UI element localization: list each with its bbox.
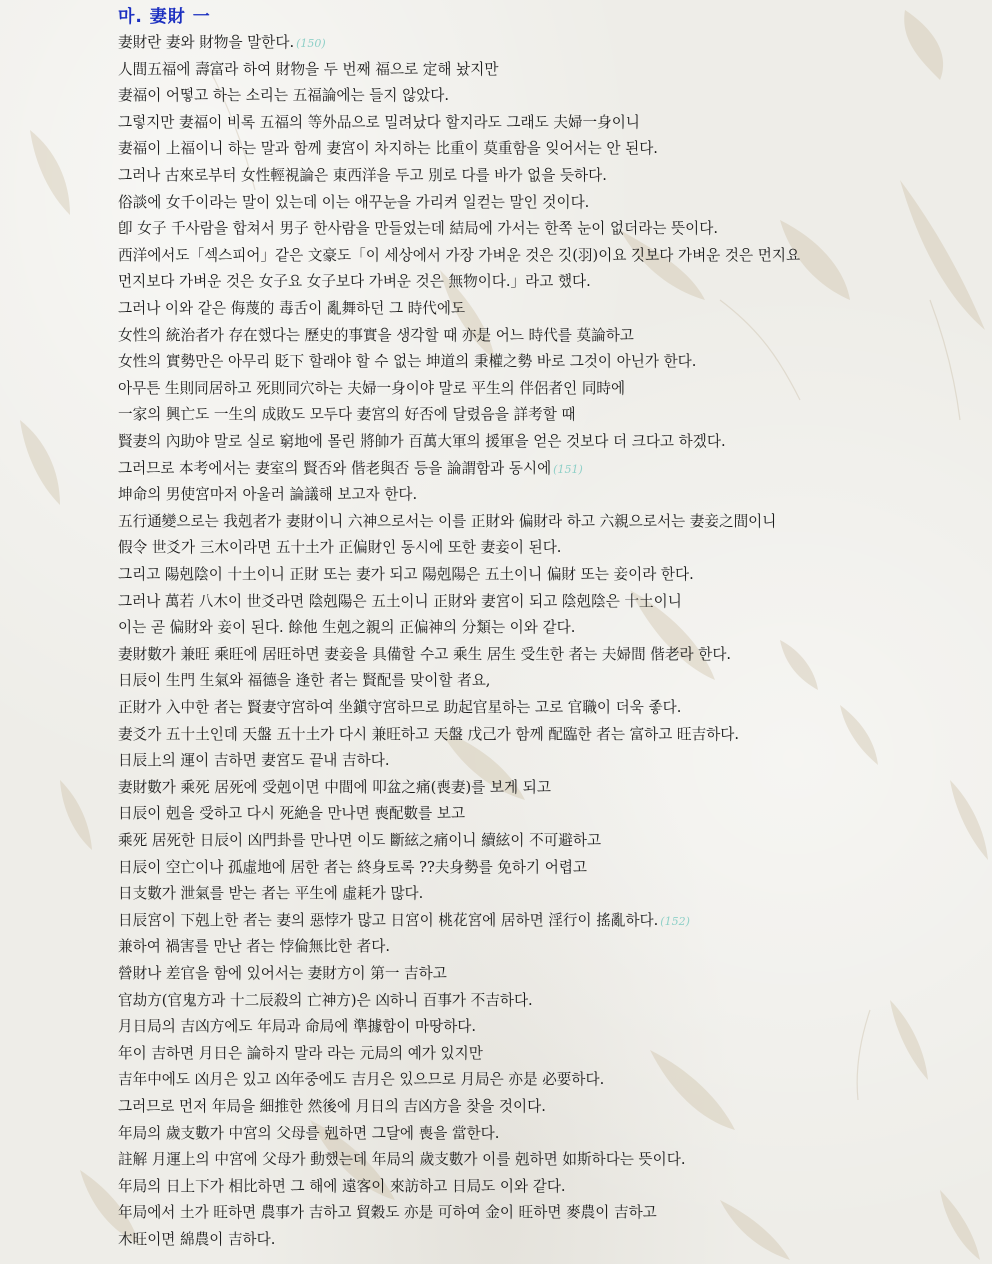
line-text: 그렇지만 妻福이 비록 五福의 等外品으로 밀려났다 할지라도 그래도 夫婦一身이니: [118, 113, 640, 131]
line-text: 妻福이 上福이니 하는 말과 함께 妻宮이 차지하는 比重이 莫重함을 잊어서는 안 된다.: [118, 140, 658, 158]
line-text: 그러나 이와 같은 侮蔑的 毒舌이 亂舞하던 그 時代에도: [118, 300, 466, 317]
text-line: [118, 136, 658, 163]
text-line: [118, 323, 634, 350]
line-text: 乘死 居死한 日辰이 凶門卦를 만나면 이도 斷絃之痛이니 續絃이 不可避하고: [118, 832, 602, 849]
text-line: [118, 269, 591, 296]
line-text: 卽 女子 千사람을 합쳐서 男子 한사람을 만들었는데 結局에 가서는 한쪽 눈이 없더라는 뜻이다.: [118, 220, 718, 238]
text-line: [118, 562, 694, 589]
line-text: 妻財數가 乘死 居死에 受剋이면 中間에 叩盆之痛(喪妻)를 보게 되고: [118, 778, 551, 796]
text-line: [118, 828, 601, 855]
line-text: 兼하여 禍害를 만난 者는 悖倫無比한 者다.: [118, 938, 390, 956]
line-text: 妻財란 妻와 財物을 말한다.: [118, 34, 295, 51]
text-line: [118, 1121, 499, 1148]
text-line: [118, 695, 681, 722]
text-line: [118, 57, 498, 84]
line-text: 먼지보다 가벼운 것은 女子요 女子보다 가벼운 것은 無物이다.」라고 했다.: [118, 273, 591, 291]
line-text: 註解 月運上의 中宮에 父母가 動했는데 年局의 歲支數가 이를 剋하면 如斯하다는 뜻이다.: [118, 1151, 686, 1169]
text-line: [118, 642, 731, 669]
text-line: [118, 83, 449, 110]
line-text: 그러므로 本考에서는 妻室의 賢否와 偕老與否 등을 論謂함과 동시에: [118, 459, 552, 477]
text-line: [118, 615, 575, 642]
text-line: [118, 1227, 275, 1254]
text-line: [118, 110, 640, 137]
line-text: 木旺이면 綿農이 吉하다.: [118, 1231, 276, 1248]
line-text: 假令 世爻가 三木이라면 五十土가 正偏財인 동시에 또한 妻妾이 된다.: [118, 539, 562, 557]
text-line: [118, 30, 326, 57]
text-line: [118, 1094, 546, 1121]
line-text: 그러나 萬若 八木이 世爻라면 陰剋陽은 五土이니 正財와 妻宮이 되고 陰剋陰은 十土이니: [118, 592, 682, 610]
text-line: [118, 1147, 685, 1174]
text-line: [118, 1067, 604, 1094]
line-text: 妻爻가 五十土인데 天盤 五十土가 다시 兼旺하고 天盤 戊己가 함께 配臨한 者는 富하고 旺吉하다.: [118, 725, 740, 743]
text-line: [118, 243, 800, 270]
line-text: 日辰이 空亡이나 孤虛地에 居한 者는 終身토록 ??夫身勢를 免하기 어렵고: [118, 858, 588, 876]
footnote-ref: (152): [660, 914, 690, 928]
line-text: 그러므로 먼저 年局을 細推한 然後에 月日의 吉凶方을 찾을 것이다.: [118, 1098, 546, 1115]
line-text: 官劫方(官鬼方과 十二辰殺의 亡神方)은 凶하니 百事가 不吉하다.: [118, 991, 533, 1009]
text-line: [118, 855, 587, 882]
line-text: 日辰이 剋을 受하고 다시 死絶을 만나면 喪配數를 보고: [118, 805, 466, 823]
text-line: [118, 190, 589, 217]
text-line: [118, 881, 423, 908]
text-line: [118, 482, 417, 509]
footnote-ref: (150): [296, 37, 326, 50]
text-line: [118, 456, 583, 483]
text-line: [118, 668, 490, 695]
text-line: [118, 376, 625, 403]
text-line: [118, 961, 447, 988]
text-line: [118, 908, 690, 935]
line-text: 賢妻의 內助야 말로 실로 窮地에 몰린 將帥가 百萬大軍의 援軍을 얻은 것보다 더 크다고 하겠다.: [118, 433, 726, 450]
text-line: [118, 509, 776, 536]
text-line: [118, 402, 576, 429]
text-line: [118, 296, 465, 323]
line-text: 月日局의 吉凶方에도 年局과 命局에 準據함이 마땅하다.: [118, 1018, 477, 1036]
line-text: 五行通變으로는 我剋者가 妻財이니 六神으로서는 이를 正財와 偏財라 하고 六親으로서는 妻妾之間이니: [118, 512, 777, 530]
line-text: 年局의 歲支數가 中宮의 父母를 剋하면 그달에 喪을 當한다.: [118, 1124, 500, 1142]
text-line: [118, 748, 389, 775]
line-text: 日辰宮이 下剋上한 者는 妻의 惡悖가 많고 日宮이 桃花宮에 居하면 淫行이 搖亂하다.: [118, 911, 659, 929]
line-text: 日辰上의 運이 吉하면 妻宮도 끝내 吉하다.: [118, 752, 390, 770]
line-text: 年이 吉하면 月日은 論하지 말라 라는 元局의 예가 있지만: [118, 1044, 483, 1062]
text-line: [118, 349, 696, 376]
line-text: 女性의 實勢만은 아무리 貶下 할래야 할 수 없는 坤道의 秉權之勢 바로 그것이 아닌가 한다.: [118, 353, 697, 371]
line-text: 正財가 入中한 者는 賢妻守宮하여 坐鎭守宮하므로 助起官星하는 고로 官職이 더욱 좋다.: [118, 699, 682, 716]
line-text: 西洋에서도「섹스피어」같은 文豪도「이 세상에서 가장 가벼운 것은 깃(羽)이요 깃보다 가벼운 것은 먼지요: [118, 246, 801, 264]
line-text: 妻財數가 兼旺 乘旺에 居旺하면 妻妾을 具備할 수고 乘生 居生 受生한 者는 夫婦間 偕老라 한다.: [118, 645, 732, 663]
text-line: [118, 1041, 483, 1068]
line-text: 日辰이 生門 生氣와 福德을 逢한 者는 賢配를 맞이할 者요,: [118, 672, 491, 690]
text-line: [118, 775, 551, 802]
section-title: 마. 妻財 一: [118, 7, 211, 27]
text-line: [118, 988, 533, 1015]
line-text: 그러나 古來로부터 女性輕視論은 東西洋을 두고 別로 다를 바가 없을 듯하다.: [118, 167, 607, 184]
line-text: 俗談에 女千이라는 말이 있는데 이는 애꾸눈을 가리켜 일컫는 말인 것이다.: [118, 193, 590, 211]
line-text: 女性의 統治者가 存在했다는 歷史的事實을 생각할 때 亦是 어느 時代를 莫論하고: [118, 326, 634, 344]
line-text: 人間五福에 壽富라 하여 財物을 두 번째 福으로 定해 놨지만: [118, 60, 499, 78]
text-line: [118, 1174, 566, 1201]
text-line: [118, 163, 607, 190]
footnote-ref: (151): [553, 462, 583, 476]
text-line: [118, 722, 739, 749]
line-text: 그리고 陽剋陰이 十土이니 正財 또는 妻가 되고 陽剋陽은 五土이니 偏財 또는 妾이라 한다.: [118, 566, 694, 583]
text-line: [118, 1200, 657, 1227]
line-text: 年局의 日上下가 相比하면 그 해에 遠客이 來訪하고 日局도 이와 같다.: [118, 1177, 566, 1195]
line-text: 日支數가 泄氣를 받는 者는 平生에 虛耗가 많다.: [118, 885, 424, 903]
line-text: 아무튼 生則同居하고 死則同穴하는 夫婦一身이야 말로 平生의 伴侶者인 同時에: [118, 379, 626, 397]
line-text: 吉年中에도 凶月은 있고 凶年중에도 吉月은 있으므로 月局은 亦是 必要하다.: [118, 1071, 605, 1089]
line-text: 妻福이 어떻고 하는 소리는 五福論에는 들지 않았다.: [118, 87, 450, 105]
line-text: 營財나 差官을 함에 있어서는 妻財方이 第一 吉하고: [118, 965, 447, 982]
line-text: 年局에서 土가 旺하면 農事가 吉하고 貿穀도 亦是 可하여 金이 旺하면 麥農이 吉하고: [118, 1204, 657, 1222]
text-line: [118, 429, 726, 456]
text-line: [118, 801, 465, 828]
line-text: 이는 곧 偏財와 妾이 된다. 餘他 生剋之親의 正偏神의 分類는 이와 같다.: [118, 619, 576, 637]
text-line: [118, 589, 682, 616]
text-line: [118, 216, 718, 243]
text-line: [118, 535, 561, 562]
text-line: [118, 934, 390, 961]
line-text: 坤命의 男使宮마저 아울러 論議해 보고자 한다.: [118, 486, 418, 504]
line-text: 一家의 興亡도 一生의 成敗도 모두다 妻宮의 好否에 달렸음을 詳考할 때: [118, 406, 576, 424]
text-line: [118, 1014, 476, 1041]
